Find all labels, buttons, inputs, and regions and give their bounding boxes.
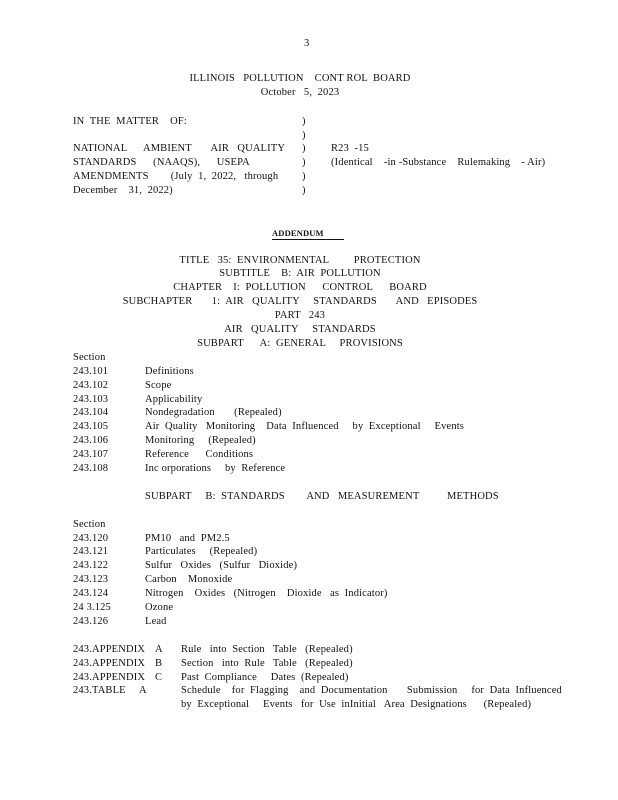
table-title: Schedule for Flagging and Documentation Submission for Data Influenced: [181, 685, 562, 696]
section-title: Reference Conditions: [145, 449, 254, 460]
appendix-number: 243.APPENDIX: [73, 644, 146, 655]
appendix-number: 243.APPENDIX: [73, 672, 146, 683]
section-title: Lead: [145, 616, 167, 627]
section-number: 243.107: [73, 449, 109, 460]
caption-line: AMENDMENTS (July 1, 2022, through: [73, 171, 279, 182]
appendix-number: 243.APPENDIX: [73, 658, 146, 669]
section-number: 243.123: [73, 574, 109, 585]
caption-line: December 31, 2022): [73, 185, 173, 196]
section-number: 243.106: [73, 435, 109, 446]
subtitle-heading: SUBTITLE B: AIR POLLUTION: [219, 268, 381, 279]
section-title: Sulfur Oxides (Sulfur Dioxide): [145, 560, 298, 571]
page-number: 3: [304, 38, 310, 49]
section-number: 243.103: [73, 394, 109, 405]
board-name: ILLINOIS POLLUTION CONT ROL BOARD: [189, 73, 411, 84]
section-label: Section: [73, 352, 106, 363]
part-title-heading: AIR QUALITY STANDARDS: [224, 324, 376, 335]
section-number: 243.126: [73, 616, 109, 627]
table-title-continued: by Exceptional Events for Use inInitial Area Designations (Repealed): [181, 699, 532, 710]
appendix-letter: B: [155, 658, 163, 669]
section-title: Carbon Monoxide: [145, 574, 233, 585]
subchapter-heading: SUBCHAPTER 1: AIR QUALITY STANDARDS AND EPISODES: [122, 296, 478, 307]
subpart-b-heading: SUBPART B: STANDARDS AND MEASUREMENT METHODS: [145, 491, 499, 502]
addendum-label: ADDENDUM: [272, 228, 324, 238]
section-title: Ozone: [145, 602, 174, 613]
appendix-letter: A: [155, 644, 163, 655]
section-title: Definitions: [145, 366, 194, 377]
appendix-letter: C: [155, 672, 163, 683]
docket-description: (Identical -in -Substance Rulemaking - Air): [331, 157, 546, 168]
section-number: 243.102: [73, 380, 109, 391]
chapter-heading: CHAPTER I: POLLUTION CONTROL BOARD: [173, 282, 427, 293]
section-number: 243.104: [73, 407, 109, 418]
section-label: Section: [73, 519, 106, 530]
table-number: 243.TABLE A: [73, 685, 147, 696]
appendix-title: Rule into Section Table (Repealed): [181, 644, 353, 655]
section-number: 243.101: [73, 366, 109, 377]
appendix-title: Section into Rule Table (Repealed): [181, 658, 353, 669]
subpart-a-heading: SUBPART A: GENERAL PROVISIONS: [197, 338, 403, 349]
caption-paren: ): [302, 143, 306, 154]
section-number: 243.105: [73, 421, 109, 432]
caption-paren: ): [302, 116, 306, 127]
section-title: Applicability: [145, 394, 203, 405]
section-number: 243.122: [73, 560, 109, 571]
appendix-title: Past Compliance Dates (Repealed): [181, 672, 349, 683]
section-number: 243.108: [73, 463, 109, 474]
caption-line: STANDARDS (NAAQS), USEPA: [73, 157, 250, 168]
section-title: Particulates (Repealed): [145, 546, 258, 557]
section-title: Nitrogen Oxides (Nitrogen Dioxide as Indicator): [145, 588, 388, 599]
docket-number: R23 -15: [331, 143, 369, 154]
caption-paren: ): [302, 185, 306, 196]
caption-paren: ): [302, 157, 306, 168]
header-date: October 5, 2023: [260, 87, 340, 98]
caption-line: NATIONAL AMBIENT AIR QUALITY: [73, 143, 286, 154]
section-number: 24 3.125: [73, 602, 111, 613]
section-title: Inc orporations by Reference: [145, 463, 286, 474]
section-number: 243.120: [73, 533, 109, 544]
section-title: Air Quality Monitoring Data Influenced by Exceptional Events: [145, 421, 465, 432]
section-number: 243.124: [73, 588, 109, 599]
caption-paren: ): [302, 130, 306, 141]
section-number: 243.121: [73, 546, 109, 557]
section-title: Monitoring (Repealed): [145, 435, 256, 446]
caption-paren: ): [302, 171, 306, 182]
title-heading: TITLE 35: ENVIRONMENTAL PROTECTION: [179, 255, 421, 266]
section-title: PM10 and PM2.5: [145, 533, 230, 544]
part-number-heading: PART 243: [274, 310, 326, 321]
section-title: Nondegradation (Repealed): [145, 407, 282, 418]
addendum-underline: [272, 239, 344, 240]
in-the-matter: IN THE MATTER OF:: [73, 116, 187, 127]
section-title: Scope: [145, 380, 172, 391]
